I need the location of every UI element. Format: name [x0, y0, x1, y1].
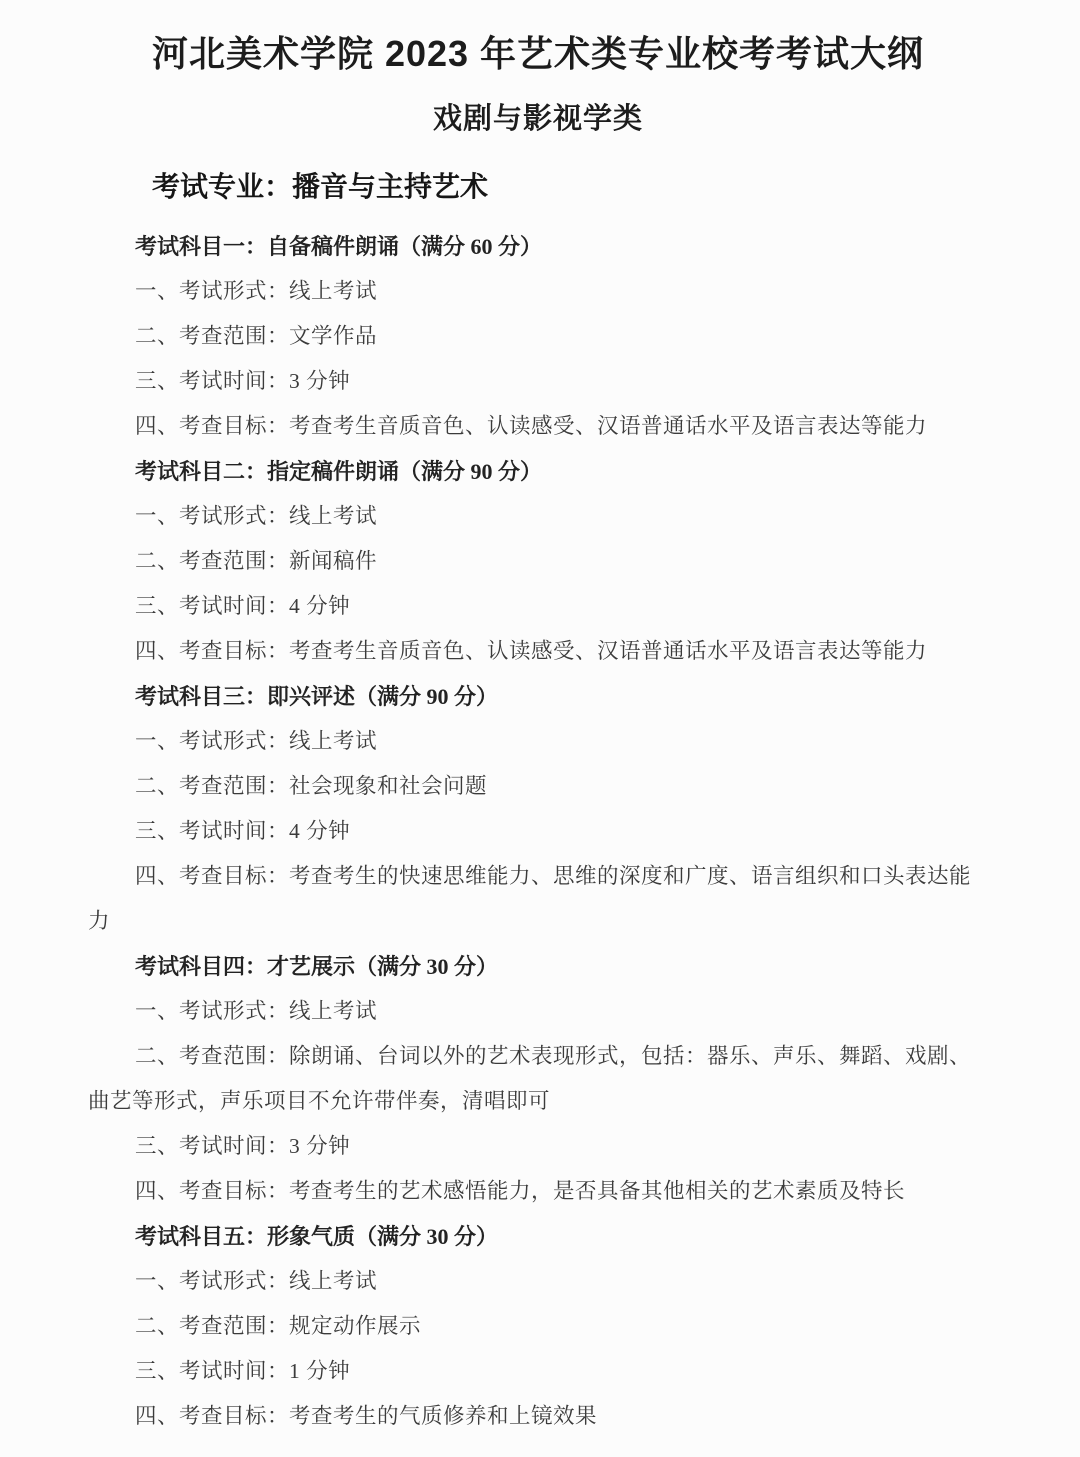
- section-item: 四、考查目标：考查考生音质音色、认读感受、汉语普通话水平及语言表达等能力: [135, 414, 928, 438]
- section-item: 二、考查范围：文学作品: [135, 324, 378, 348]
- section-item: 三、考试时间：1 分钟: [135, 1359, 351, 1383]
- section-item: 四、考查目标：考查考生的气质修养和上镜效果: [135, 1404, 598, 1428]
- section-item: 三、考试时间：4 分钟: [135, 819, 351, 843]
- section-item: 一、考试形式：线上考试: [135, 999, 378, 1023]
- exam-subject-section-1: [88, 224, 988, 449]
- section-item: 三、考试时间：3 分钟: [135, 369, 351, 393]
- exam-subject-section-5: [88, 1214, 988, 1439]
- section-heading: 考试科目二：指定稿件朗诵（满分 90 分）: [135, 459, 543, 484]
- section-item: 三、考试时间：3 分钟: [135, 1134, 351, 1158]
- section-item: 二、考查范围：规定动作展示: [135, 1314, 422, 1338]
- exam-subject-section-4: [88, 944, 988, 1214]
- exam-subject-section-2: [88, 449, 988, 674]
- document-body: [88, 224, 988, 1439]
- section-item: 四、考查目标：考查考生的艺术感悟能力，是否具备其他相关的艺术素质及特长: [135, 1179, 906, 1203]
- section-item: 二、考查范围：社会现象和社会问题: [135, 774, 488, 798]
- exam-subject-section-3: [88, 674, 988, 944]
- section-item: 一、考试形式：线上考试: [135, 504, 378, 528]
- section-item: 二、考查范围：新闻稿件: [135, 549, 378, 573]
- section-item: 四、考查目标：考查考生的快速思维能力、思维的深度和广度、语言组织和口头表达能力: [88, 864, 972, 933]
- section-heading: 考试科目一：自备稿件朗诵（满分 60 分）: [135, 234, 543, 259]
- section-heading: 考试科目五：形象气质（满分 30 分）: [135, 1224, 499, 1249]
- section-item: 一、考试形式：线上考试: [135, 729, 378, 753]
- exam-major-heading: 考试专业：播音与主持艺术: [152, 171, 489, 202]
- section-heading: 考试科目四：才艺展示（满分 30 分）: [135, 954, 499, 979]
- section-heading: 考试科目三：即兴评述（满分 90 分）: [135, 684, 499, 709]
- document-title: 河北美术学院 2023 年艺术类专业校考考试大纲: [151, 33, 925, 74]
- section-item: 一、考试形式：线上考试: [135, 279, 378, 303]
- section-item: 四、考查目标：考查考生音质音色、认读感受、汉语普通话水平及语言表达等能力: [135, 639, 928, 663]
- section-item: 一、考试形式：线上考试: [135, 1269, 378, 1293]
- section-item: 三、考试时间：4 分钟: [135, 594, 351, 618]
- section-item: 二、考查范围：除朗诵、台词以外的艺术表现形式，包括：器乐、声乐、舞蹈、戏剧、曲艺等形式，声乐项目不允许带伴奏，清唱即可: [88, 1044, 972, 1113]
- document-subtitle: 戏剧与影视学类: [432, 103, 643, 135]
